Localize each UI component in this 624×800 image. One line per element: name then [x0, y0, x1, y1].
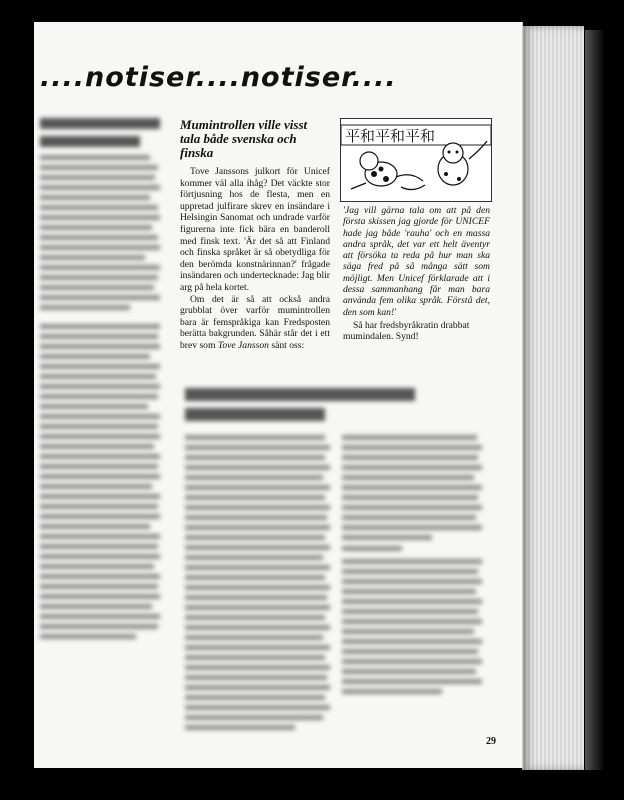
article-title: Mumintrollen ville visst tala både svenska och finska: [180, 117, 308, 160]
page-number: 29: [486, 736, 496, 747]
blurred-lower-article: [185, 388, 485, 735]
article-body: [180, 166, 330, 352]
moomin-drawing: [341, 119, 491, 201]
moomin-illustration: [340, 118, 492, 202]
article-signature: Tove Jansson: [217, 339, 269, 351]
book-page-edges: [522, 26, 584, 770]
quote-text: 'Jag vill gärna tala om att på den första skissen jag gjorde för UNICEF hade jag både 'rauha' och en massa andra språk, det var ett helt äventyr att försöka ta reda på hur man ska säga fred på så många sätt som möjligt. Men Unicef förklarade att i dessa sammanhang får man bara använda fem olika språk. Förstå det, den som kan!': [343, 205, 490, 318]
article-column: [180, 118, 330, 352]
banner-text: 平和平和平和: [345, 127, 436, 145]
quote-column: [343, 205, 490, 343]
blurred-left-column: [40, 118, 165, 644]
article-paragraph: Om det är så att också andra grubblat över varför mumintrollen bara är femspråkiga kan Fredsposten berätta bakgrunden. Såhär står det i ett brev som Tove Jansson sänt oss:: [180, 293, 330, 351]
book-edge-shadow: [585, 30, 605, 770]
article-paragraph: Tove Janssons julkort för Unicef kommer väl alla ihåg? Det väckte stor förtjusning hos de flesta, men en uppretad julfirare skrev en insändare i Helsingin Sanomat och undrade varför figurerna inte fick bära en banderoll med finsk text. 'Är det så att Finland och finska språket är så obetydliga för den berömda konstnärinnan?' frågade insändaren och undertecknade: Jag blir arg på hela kortet.: [180, 166, 330, 293]
closing-text: Så har fredsbyråkratin drabbat mumindalen. Synd!: [343, 319, 470, 343]
section-header: ....notiser....notiser....: [40, 62, 397, 93]
